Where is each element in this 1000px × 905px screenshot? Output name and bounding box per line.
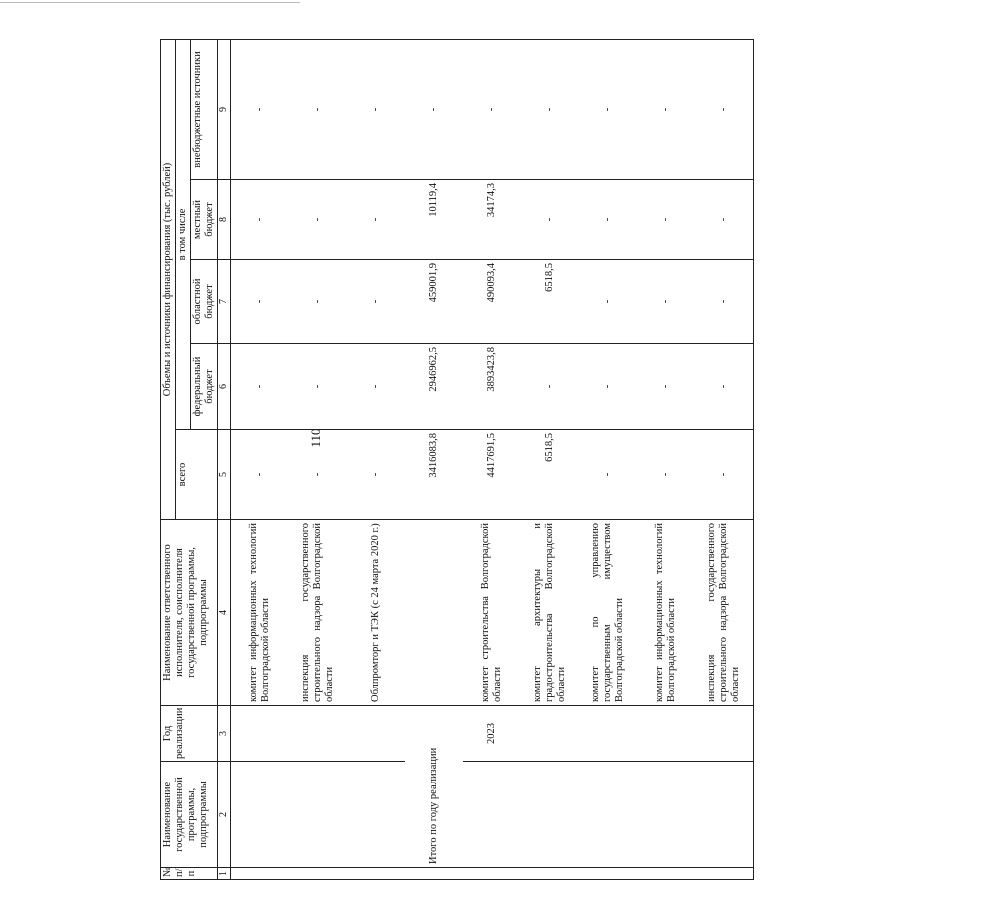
- header-including: в том числе: [176, 39, 191, 429]
- federal-cell: -: [637, 344, 695, 430]
- column-index: 3: [218, 706, 231, 762]
- table-row-total: [405, 39, 463, 879]
- header-federal: федеральный бюджет: [191, 344, 218, 430]
- federal-cell: -: [230, 344, 289, 430]
- federal-cell: -: [347, 344, 405, 430]
- local-cell: -: [230, 180, 289, 260]
- funding-table: [160, 39, 754, 880]
- page-number: 110: [308, 428, 323, 448]
- header-year: Год реализации: [161, 706, 218, 762]
- federal-cell: 2946962,5: [405, 344, 463, 430]
- table-body: [230, 39, 753, 879]
- regional-cell: -: [230, 260, 289, 344]
- table-row: [347, 39, 405, 879]
- total-cell: -: [230, 430, 289, 520]
- federal-cell: -: [579, 344, 637, 430]
- federal-cell: -: [695, 344, 754, 430]
- total-cell: -: [347, 430, 405, 520]
- extra-cell: -: [347, 39, 405, 179]
- extra-cell: -: [405, 39, 463, 179]
- local-cell: 10119,4: [405, 180, 463, 260]
- scan-edge-line: [0, 2, 300, 3]
- header-program: Наименование государственной программы, подпрограммы: [161, 762, 218, 868]
- executor-cell: комитет строительства Волгоградской области: [463, 520, 521, 706]
- total-cell: -: [695, 430, 754, 520]
- header-number: № п/п: [161, 868, 218, 880]
- column-index: 8: [218, 180, 231, 260]
- local-cell: 34174,3: [463, 180, 521, 260]
- extra-cell: -: [521, 39, 579, 179]
- local-cell: -: [289, 180, 347, 260]
- extra-cell: -: [230, 39, 289, 179]
- executor-cell: комитет информационных технологий Волгоградской области: [637, 520, 695, 706]
- extra-cell: -: [463, 39, 521, 179]
- header-extra: внебюджетные источники: [191, 39, 218, 179]
- total-cell: -: [289, 430, 347, 520]
- header-funding: Объемы и источники финансирования (тыс. рублей): [161, 39, 176, 519]
- column-index: 1: [218, 868, 231, 880]
- total-cell: -: [579, 430, 637, 520]
- regional-cell: -: [695, 260, 754, 344]
- federal-cell: -: [289, 344, 347, 430]
- column-index: 4: [218, 520, 231, 706]
- regional-cell: 6518,5: [521, 260, 579, 344]
- rotated-table-container: [160, 40, 741, 880]
- regional-cell: -: [347, 260, 405, 344]
- column-index: 9: [218, 39, 231, 179]
- executor-cell: комитет информационных технологий Волгоградской области: [230, 520, 289, 706]
- local-cell: -: [521, 180, 579, 260]
- total-cell: 3416083,8: [405, 430, 463, 520]
- extra-cell: -: [579, 39, 637, 179]
- extra-cell: -: [637, 39, 695, 179]
- header-local: местный бюджет: [191, 180, 218, 260]
- header-total: всего: [176, 430, 218, 520]
- table-row: [289, 39, 347, 879]
- local-cell: -: [347, 180, 405, 260]
- federal-cell: -: [521, 344, 579, 430]
- executor-cell: инспекция государственного строительного надзора Волгоградской области: [695, 520, 754, 706]
- table-header: [161, 39, 231, 879]
- table-row: [230, 39, 289, 879]
- executor-cell: инспекция государственного строительного надзора Волгоградской области: [289, 520, 347, 706]
- executor-cell: Облпромторг и ТЭК (с 24 марта 2020 г.): [347, 520, 405, 706]
- local-cell: -: [579, 180, 637, 260]
- extra-cell: -: [289, 39, 347, 179]
- total-cell: 4417691,5: [463, 430, 521, 520]
- regional-cell: -: [289, 260, 347, 344]
- regional-cell: -: [579, 260, 637, 344]
- executor-cell: комитет по управлению государственным имуществом Волгоградской области: [579, 520, 637, 706]
- regional-cell: 490093,4: [463, 260, 521, 344]
- column-index-row: [218, 39, 231, 879]
- local-cell: -: [637, 180, 695, 260]
- executor-cell: комитет архитектуры и градостроительства Волгоградской области: [521, 520, 579, 706]
- total-cell: -: [637, 430, 695, 520]
- table-row: [637, 39, 695, 879]
- table-row: [579, 39, 637, 879]
- table-row: [463, 39, 521, 879]
- header-regional: областной бюджет: [191, 260, 218, 344]
- header-executor: Наименование ответственного исполнителя, соисполнителя государственной программы, подпрограммы: [161, 520, 218, 706]
- column-index: 5: [218, 430, 231, 520]
- total-cell: 6518,5: [521, 430, 579, 520]
- table-row: [521, 39, 579, 879]
- federal-cell: 3893423,8: [463, 344, 521, 430]
- regional-cell: -: [637, 260, 695, 344]
- column-index: 7: [218, 260, 231, 344]
- year-total-label: Итого по году реализации: [405, 706, 463, 868]
- regional-cell: 459001,9: [405, 260, 463, 344]
- column-index: 2: [218, 762, 231, 868]
- year-cell: 2023: [463, 706, 521, 762]
- local-cell: -: [695, 180, 754, 260]
- extra-cell: -: [695, 39, 754, 179]
- column-index: 6: [218, 344, 231, 430]
- table-row: [695, 39, 754, 879]
